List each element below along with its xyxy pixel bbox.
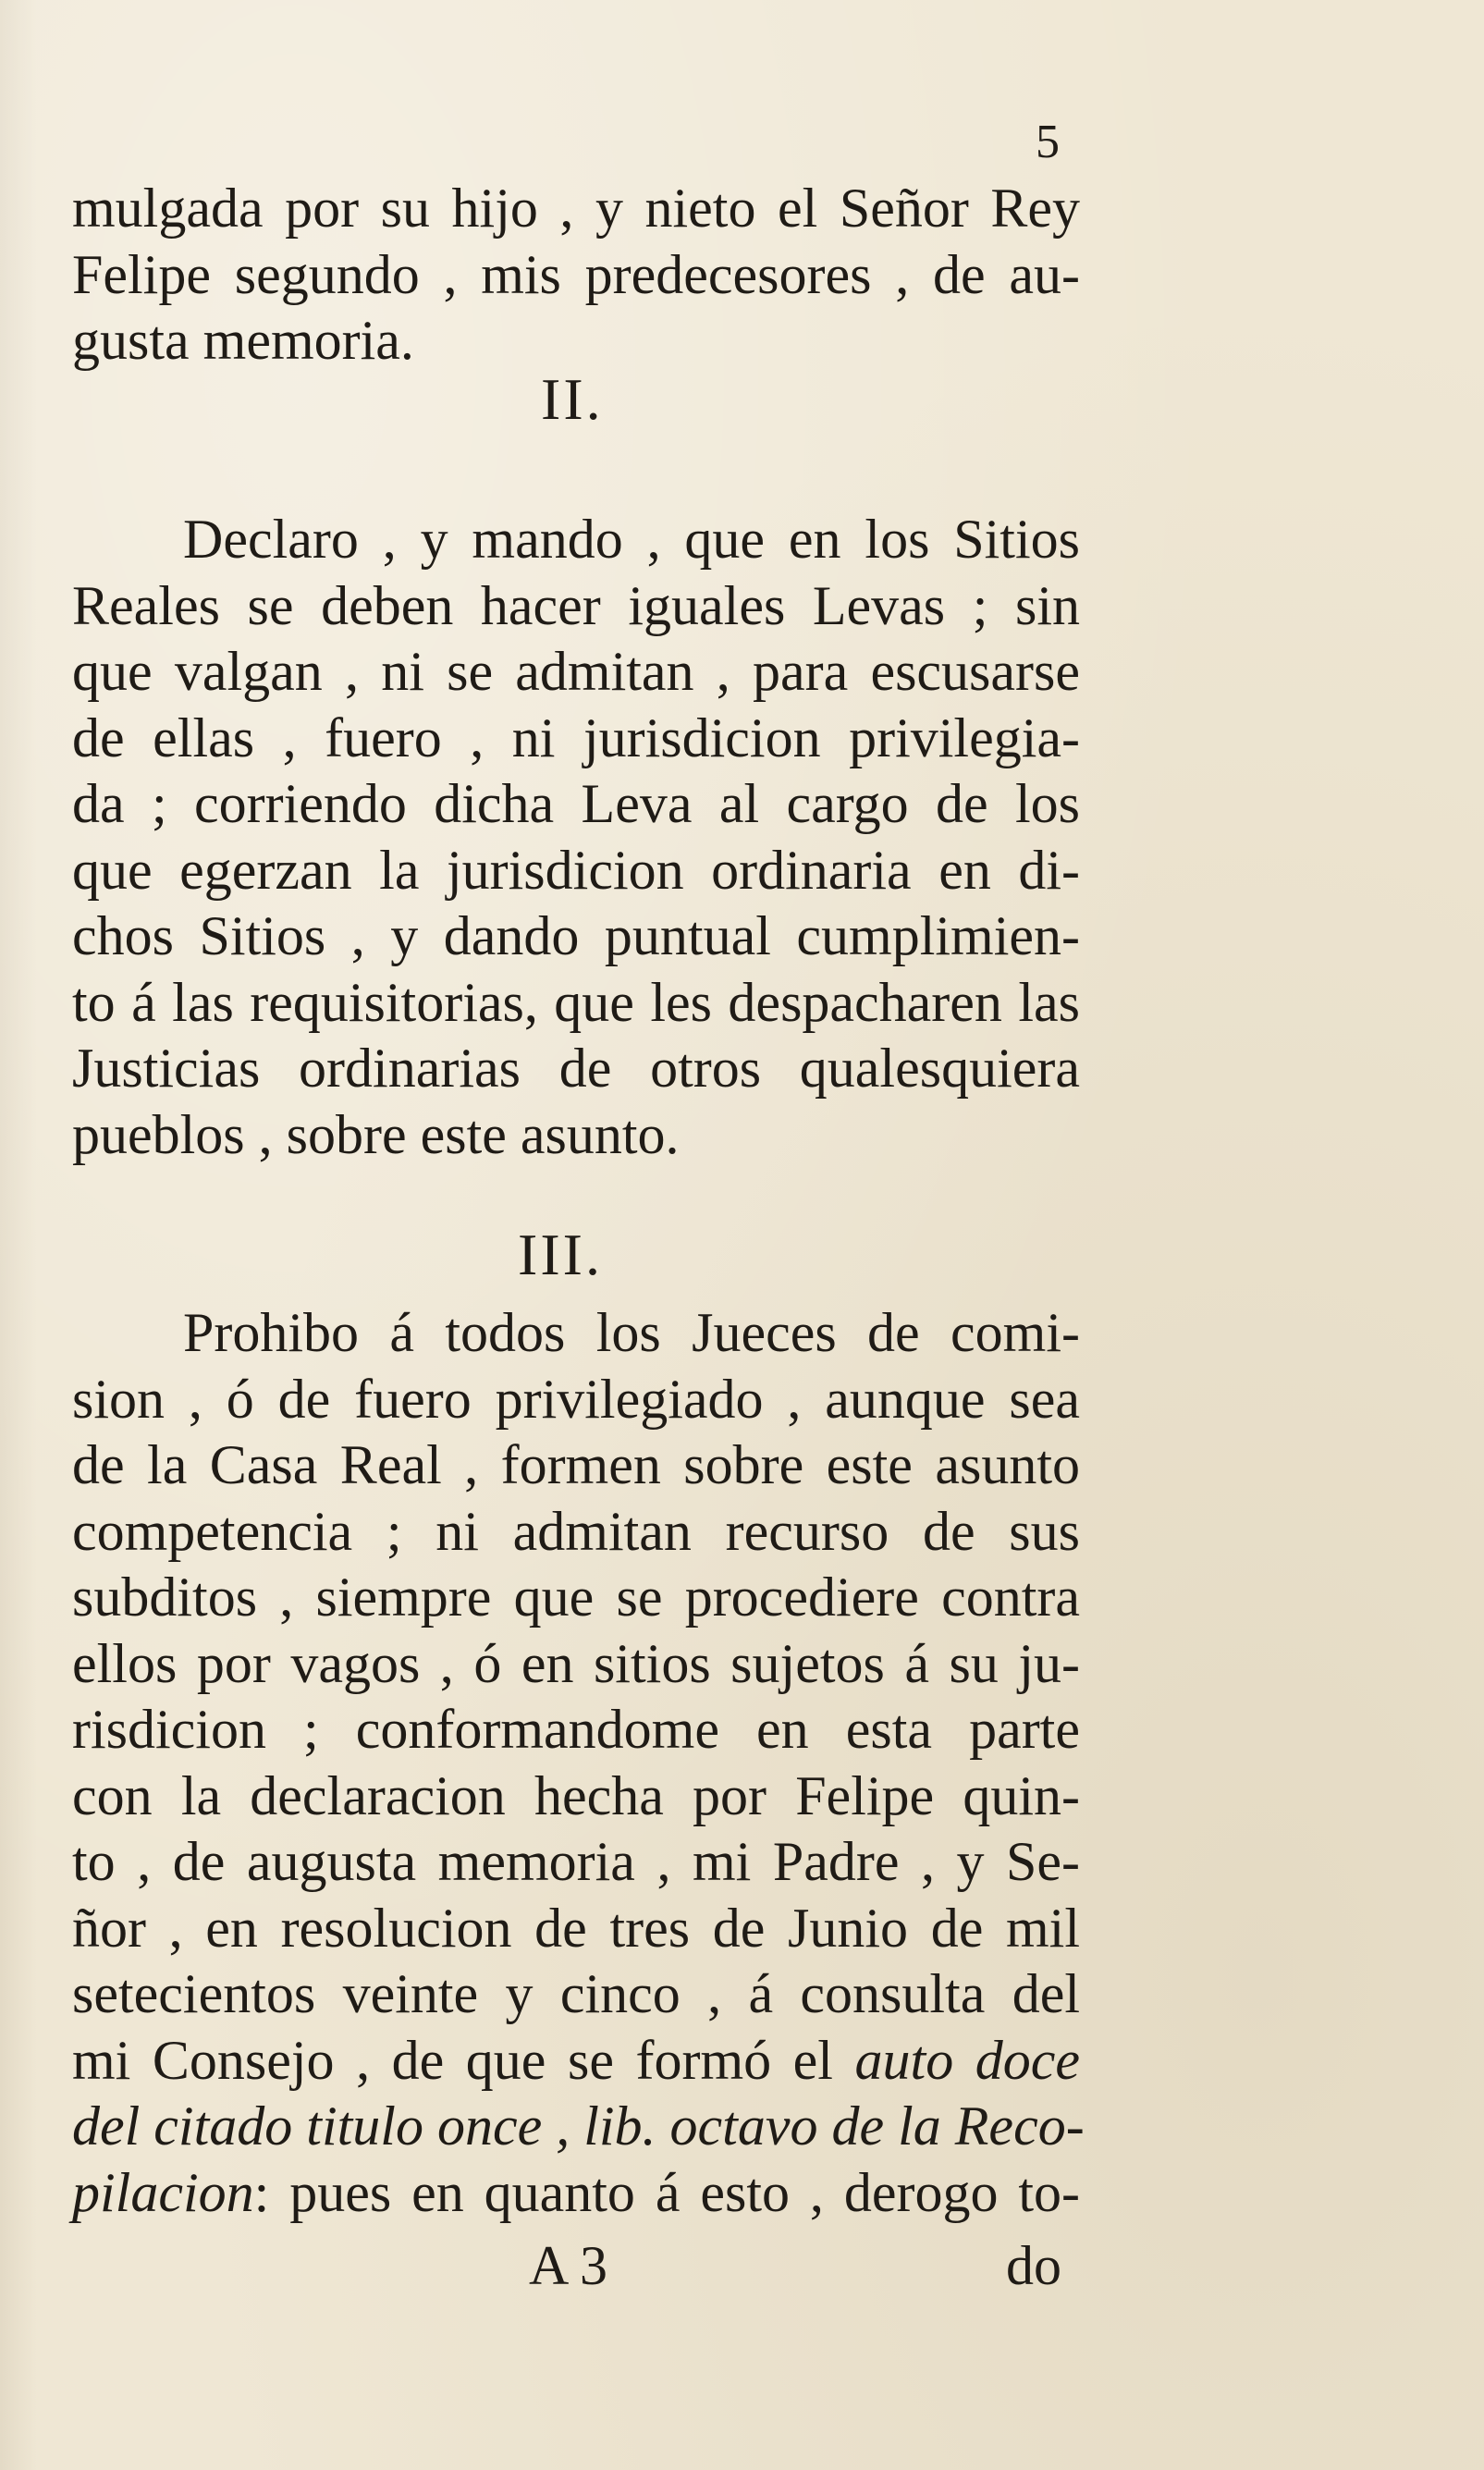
italic-citation: pilacion [72, 2161, 254, 2223]
text-line: subditos , siempre que se procediere contra [72, 1567, 1080, 1628]
page-number: 5 [1036, 116, 1060, 168]
text-line: de la Casa Real , formen sobre este asunto [72, 1434, 1080, 1495]
catchword: do [1006, 2235, 1061, 2296]
continuation-paragraph [72, 176, 1080, 375]
section-ii-paragraph [72, 507, 1080, 1168]
text-line [72, 2028, 1080, 2095]
text-line: Justicias ordinarias de otros qualesquiera [72, 1038, 1080, 1099]
section-heading-iii: III. [518, 1222, 603, 1287]
text-line: gusta memoria. [72, 310, 414, 371]
text-line: risdicion ; conformandome en esta parte [72, 1699, 1080, 1760]
text-segment: : pues en quanto á esto , derogo to- [253, 2161, 1080, 2223]
text-line: da ; corriendo dicha Leva al cargo de los [72, 773, 1080, 834]
text-line: to á las requisitorias, que les despacharen las [72, 971, 1080, 1033]
text-line: con la declaracion hecha por Felipe quin- [72, 1764, 1080, 1826]
text-line: chos Sitios , y dando puntual cumplimien- [72, 905, 1080, 966]
text-line: pueblos , sobre este asunto. [72, 1103, 680, 1165]
text-line [72, 2160, 1080, 2227]
text-line: competencia ; ni admitan recurso de sus [72, 1500, 1080, 1562]
text-line: sion , ó de fuero privilegiado , aunque sea [72, 1368, 1080, 1430]
text-line: de ellas , fuero , ni jurisdicion privilegia- [72, 707, 1080, 768]
text-line: to , de augusta memoria , mi Padre , y Se- [72, 1831, 1080, 1892]
text-line: ñor , en resolucion de tres de Junio de mil [72, 1897, 1080, 1959]
text-line: Declaro , y mando , que en los Sitios [183, 509, 1080, 570]
text-line: Reales se deben hacer iguales Levas ; sin [72, 574, 1080, 636]
text-line: ellos por vagos , ó en sitios sujetos á su ju- [72, 1632, 1080, 1694]
text-segment: mi Consejo , de que se formó el [72, 2029, 833, 2091]
text-line: mulgada por su hijo , y nieto el Señor Rey [72, 178, 1080, 239]
text-line: Prohibo á todos los Jueces de comi- [183, 1302, 1080, 1363]
signature-mark: A 3 [529, 2235, 608, 2296]
italic-citation: auto doce [854, 2029, 1081, 2091]
text-line: setecientos veinte y cinco , á consulta del [72, 1963, 1080, 2024]
section-heading-ii: II. [541, 366, 604, 432]
italic-citation-line: del citado titulo once , lib. octavo de la Reco- [72, 2095, 1085, 2157]
section-iii-paragraph [72, 1300, 1085, 2226]
text-line: que valgan , ni se admitan , para escusarse [72, 641, 1080, 702]
text-line: que egerzan la jurisdicion ordinaria en di- [72, 839, 1080, 901]
text-line: Felipe segundo , mis predecesores , de au- [72, 243, 1080, 305]
